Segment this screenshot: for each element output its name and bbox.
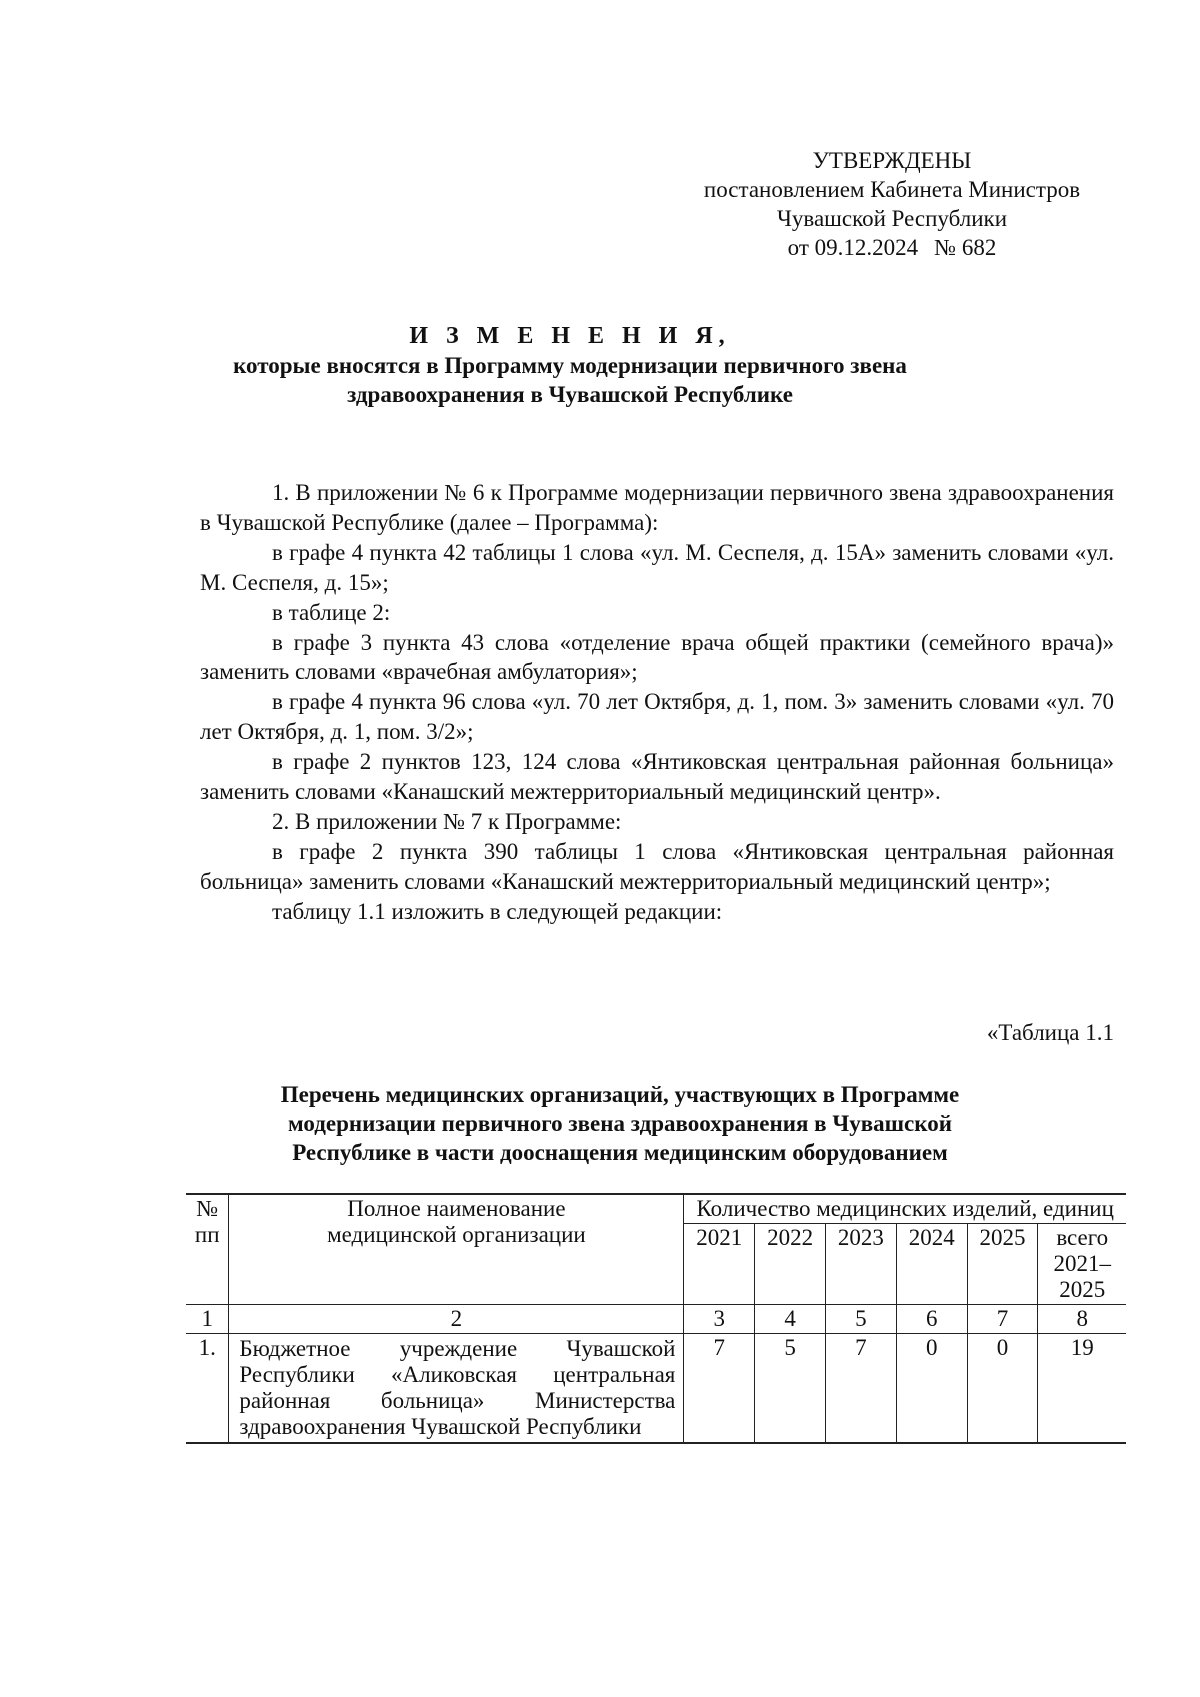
table-title — [220, 1080, 1020, 1167]
column-number: 5 — [826, 1305, 897, 1334]
row-value-2024: 0 — [896, 1334, 967, 1444]
table-label: «Таблица 1.1 — [986, 1020, 1114, 1045]
document-title: И З М Е Н Е Н И Я, — [409, 323, 731, 349]
document-body — [200, 478, 1114, 927]
document-heading — [200, 322, 940, 409]
table-row — [186, 1334, 1126, 1444]
approval-date: от 09.12.2024 — [787, 235, 919, 260]
approval-title: УТВЕРЖДЕНЫ — [812, 148, 972, 173]
paragraph-4: в графе 3 пункта 43 слова «отделение врача общей практики (семейного врача)» заменить словами «врачебная амбулатория»; — [200, 629, 1114, 685]
header-quantity: Количество медицинских изделий, единиц — [684, 1194, 1126, 1224]
paragraph-6: в графе 2 пунктов 123, 124 слова «Янтиковская центральная районная больница» заменить словами «Канашский межтерриториальный медицинский центр». — [200, 749, 1114, 805]
row-value-2025: 0 — [967, 1334, 1038, 1444]
header-year: 2022 — [755, 1224, 826, 1305]
table-column-numbers-row — [186, 1305, 1126, 1334]
approval-number: № 682 — [934, 235, 997, 260]
header-year: 2021 — [684, 1224, 755, 1305]
column-number: 7 — [967, 1305, 1038, 1334]
approval-stamp — [672, 146, 1112, 262]
table-title-line-3: Республике в части дооснащения медицинским оборудованием — [292, 1140, 948, 1165]
table-title-line-2: модернизации первичного звена здравоохранения в Чувашской — [288, 1111, 952, 1136]
row-value-total: 19 — [1038, 1334, 1126, 1444]
paragraph-2: в графе 4 пункта 42 таблицы 1 слова «ул. М. Сеспеля, д. 15А» заменить словами «ул. М. Сеспеля, д. 15»; — [200, 539, 1114, 595]
document-subtitle-line-1: которые вносятся в Программу модернизации первичного звена — [233, 353, 907, 378]
paragraph-9: таблицу 1.1 изложить в следующей редакции: — [272, 898, 723, 924]
paragraph-8: в графе 2 пункта 390 таблицы 1 слова «Янтиковская центральная районная больница» заменить словами «Канашский межтерриториальный медицинский центр»; — [200, 838, 1114, 894]
header-num: № пп — [186, 1194, 229, 1305]
column-number: 4 — [755, 1305, 826, 1334]
row-value-2022: 5 — [755, 1334, 826, 1444]
column-number: 6 — [896, 1305, 967, 1334]
paragraph-7: 2. В приложении № 7 к Программе: — [272, 808, 622, 834]
column-number: 1 — [186, 1305, 229, 1334]
header-name: Полное наименование медицинской организации — [229, 1194, 684, 1305]
header-year: 2025 — [967, 1224, 1038, 1305]
table-header-row — [186, 1194, 1126, 1224]
paragraph-5: в графе 4 пункта 96 слова «ул. 70 лет Октября, д. 1, пом. 3» заменить словами «ул. 70 лет Октября, д. 1, пом. 3/2»; — [200, 689, 1114, 745]
document-subtitle-line-2: здравоохранения в Чувашской Республике — [347, 382, 793, 407]
approval-line-1: постановлением Кабинета Министров — [703, 177, 1081, 202]
row-value-2023: 7 — [826, 1334, 897, 1444]
table-title-line-1: Перечень медицинских организаций, участвующих в Программе — [280, 1082, 960, 1107]
column-number: 2 — [229, 1305, 684, 1334]
approval-date-line — [672, 233, 1112, 262]
header-year: 2024 — [896, 1224, 967, 1305]
column-number: 3 — [684, 1305, 755, 1334]
paragraph-1: 1. В приложении № 6 к Программе модернизации первичного звена здравоохранения в Чувашской Республике (далее – Программа): — [200, 480, 1114, 535]
organizations-table — [186, 1193, 1126, 1444]
column-number: 8 — [1038, 1305, 1126, 1334]
row-value-2021: 7 — [684, 1334, 755, 1444]
approval-line-2: Чувашской Республики — [776, 206, 1008, 231]
header-total: всего 2021–2025 — [1038, 1224, 1126, 1305]
row-org-name: Бюджетное учреждение Чувашской Республики «Аликовская центральная районная больница» Министерства здравоохранения Чувашской Республики — [229, 1334, 684, 1444]
header-year: 2023 — [826, 1224, 897, 1305]
paragraph-3: в таблице 2: — [272, 599, 391, 625]
row-num: 1. — [186, 1334, 229, 1444]
